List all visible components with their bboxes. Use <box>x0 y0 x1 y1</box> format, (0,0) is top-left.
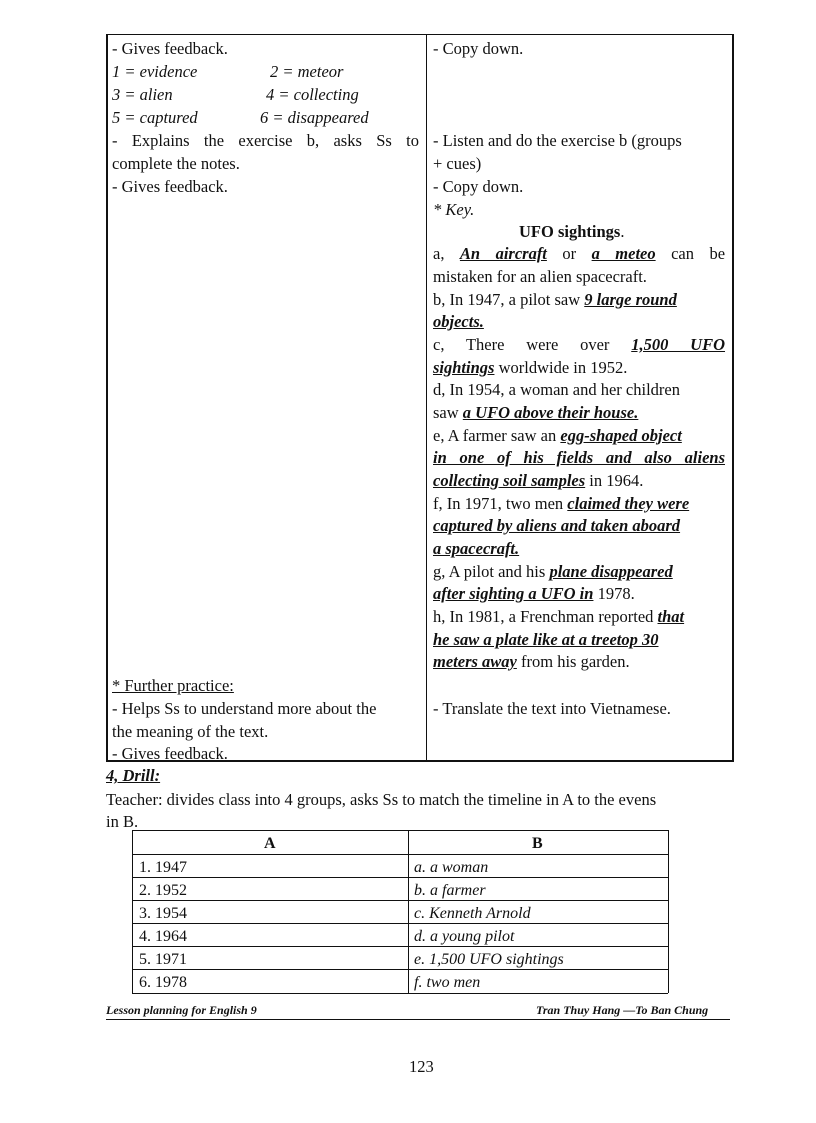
left-explain-line-2: complete the notes. <box>112 154 240 173</box>
left-helps-line-1: - Helps Ss to understand more about the <box>112 699 377 718</box>
drill-instruction-line-2: in B. <box>106 812 139 831</box>
table-row-b: e. 1,500 UFO sightings <box>414 951 564 968</box>
table-row-a: 4. 1964 <box>139 928 187 945</box>
note-g-line-2: after sighting a UFO in 1978. <box>433 584 635 603</box>
answer-1: 1 = evidence <box>112 62 198 81</box>
answer-3: 3 = alien <box>112 85 173 104</box>
right-translate: - Translate the text into Vietnamese. <box>433 699 671 718</box>
table-row-b: c. Kenneth Arnold <box>414 905 531 922</box>
column-b-header: B <box>532 835 543 852</box>
note-b-line-2: objects. <box>433 312 484 331</box>
note-h-line-2: he saw a plate like at a treetop 30 <box>433 630 659 649</box>
table-top-border <box>106 34 734 35</box>
note-f-line-2: captured by aliens and taken aboard <box>433 516 681 535</box>
table-row-a: 5. 1971 <box>139 951 187 968</box>
table-row-a: 2. 1952 <box>139 882 187 899</box>
match-table-header-rule <box>132 854 668 855</box>
page-number: 123 <box>409 1057 434 1076</box>
note-d-line-2: saw a UFO above their house. <box>433 403 639 422</box>
table-right-border <box>732 34 734 761</box>
answer-5: 5 = captured <box>112 108 198 127</box>
note-e-line-3: collecting soil samples in 1964. <box>433 471 644 490</box>
note-f-line-3: a spacecraft. <box>433 539 520 558</box>
footer-left: Lesson planning for English 9 <box>106 1003 257 1017</box>
table-row-b: a. a woman <box>414 859 489 876</box>
match-table-bottom <box>132 993 668 994</box>
left-helps-line-2: the meaning of the text. <box>112 722 269 741</box>
note-a-line-1: a, An aircraft or a meteo can be <box>433 244 726 263</box>
drill-heading: 4, Drill: <box>106 766 161 785</box>
note-h-line-3: meters away from his garden. <box>433 652 630 671</box>
note-a-line-2: mistaken for an alien spacecraft. <box>433 267 647 286</box>
key-label: * Key. <box>433 200 475 219</box>
note-g-line-1: g, A pilot and his plane disappeared <box>433 562 673 581</box>
column-a-header: A <box>264 835 276 852</box>
note-f-line-1: f, In 1971, two men claimed they were <box>433 494 690 513</box>
table-row-b: f. two men <box>414 974 481 991</box>
note-e-line-1: e, A farmer saw an egg-shaped object <box>433 426 682 445</box>
note-e-line-2: in one of his fields and also aliens <box>433 448 725 467</box>
right-listen-line-2: + cues) <box>433 154 482 173</box>
right-listen-line-1: - Listen and do the exercise b (groups <box>433 131 682 150</box>
table-column-divider <box>426 34 427 761</box>
table-left-border <box>106 34 108 761</box>
left-explain-line-1: - Explains the exercise b, asks Ss to <box>112 131 419 150</box>
table-row-b: b. a farmer <box>414 882 486 899</box>
note-c-line-1: c, There were over 1,500 UFO <box>433 335 726 354</box>
note-h-line-1: h, In 1981, a Frenchman reported that <box>433 607 685 626</box>
answer-6: 6 = disappeared <box>260 108 369 127</box>
ufo-title: UFO sightings. <box>519 222 625 241</box>
note-c-line-2: sightings worldwide in 1952. <box>433 358 628 377</box>
drill-instruction-line-1: Teacher: divides class into 4 groups, asks Ss to match the timeline in A to the evens <box>106 790 657 809</box>
left-feedback-1: - Gives feedback. <box>112 39 228 58</box>
right-copy-1: - Copy down. <box>433 39 524 58</box>
table-row-a: 6. 1978 <box>139 974 187 991</box>
further-practice-heading: * Further practice: <box>112 676 234 695</box>
note-d-line-1: d, In 1954, a woman and her children <box>433 380 680 399</box>
right-copy-2: - Copy down. <box>433 177 524 196</box>
footer-right: Tran Thuy Hang —To Ban Chung <box>536 1003 709 1017</box>
footer-rule <box>106 1019 730 1020</box>
answer-4: 4 = collecting <box>266 85 359 104</box>
table-row-b: d. a young pilot <box>414 928 515 945</box>
left-feedback-2: - Gives feedback. <box>112 177 228 196</box>
answer-2: 2 = meteor <box>270 62 344 81</box>
match-table-top <box>132 830 668 831</box>
left-feedback-3: - Gives feedback. <box>112 744 228 763</box>
table-row-a: 3. 1954 <box>139 905 187 922</box>
note-b-line-1: b, In 1947, a pilot saw 9 large round <box>433 290 677 309</box>
table-row-a: 1. 1947 <box>139 859 187 876</box>
